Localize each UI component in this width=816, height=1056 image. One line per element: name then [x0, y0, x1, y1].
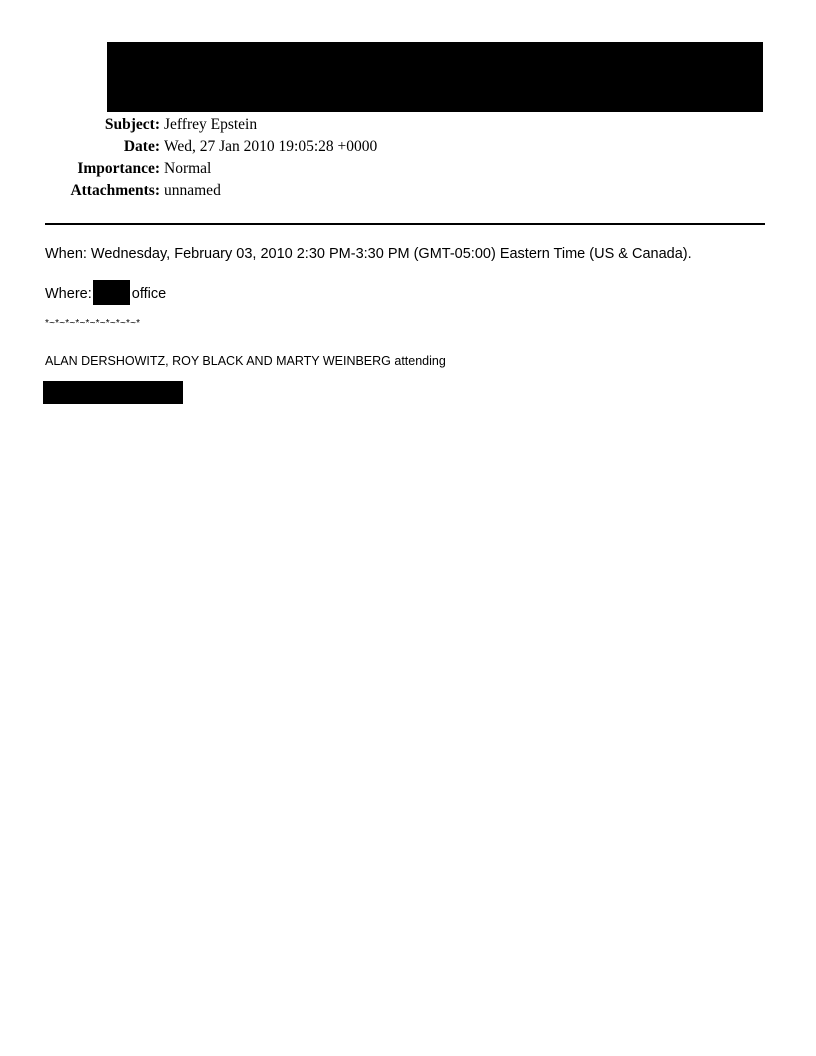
importance-row [0, 159, 816, 181]
redaction-block-location [93, 280, 130, 305]
attachments-row [0, 181, 816, 203]
where-label: Where: [45, 286, 92, 302]
attachments-value: unnamed [164, 182, 221, 199]
separator-line: *~*~*~*~*~*~*~*~*~* [45, 318, 141, 329]
subject-label: Subject: [104, 116, 160, 133]
where-line [45, 280, 166, 305]
date-row [0, 137, 816, 159]
date-value: Wed, 27 Jan 2010 19:05:28 +0000 [164, 138, 378, 155]
attending-line: ALAN DERSHOWITZ, ROY BLACK AND MARTY WEINBERG attending [45, 354, 446, 368]
importance-label: Importance: [77, 160, 160, 177]
header-divider [45, 223, 765, 225]
when-line: When: Wednesday, February 03, 2010 2:30 PM-3:30 PM (GMT-05:00) Eastern Time (US & Canada). [45, 246, 692, 262]
subject-value: Jeffrey Epstein [164, 116, 258, 133]
date-label: Date: [123, 138, 160, 155]
redaction-block-footer [43, 381, 183, 404]
attachments-label: Attachments: [70, 182, 160, 199]
email-header [0, 115, 816, 203]
where-value: office [131, 286, 167, 302]
subject-row [0, 115, 816, 137]
redaction-block-header [107, 42, 763, 112]
importance-value: Normal [164, 160, 212, 177]
